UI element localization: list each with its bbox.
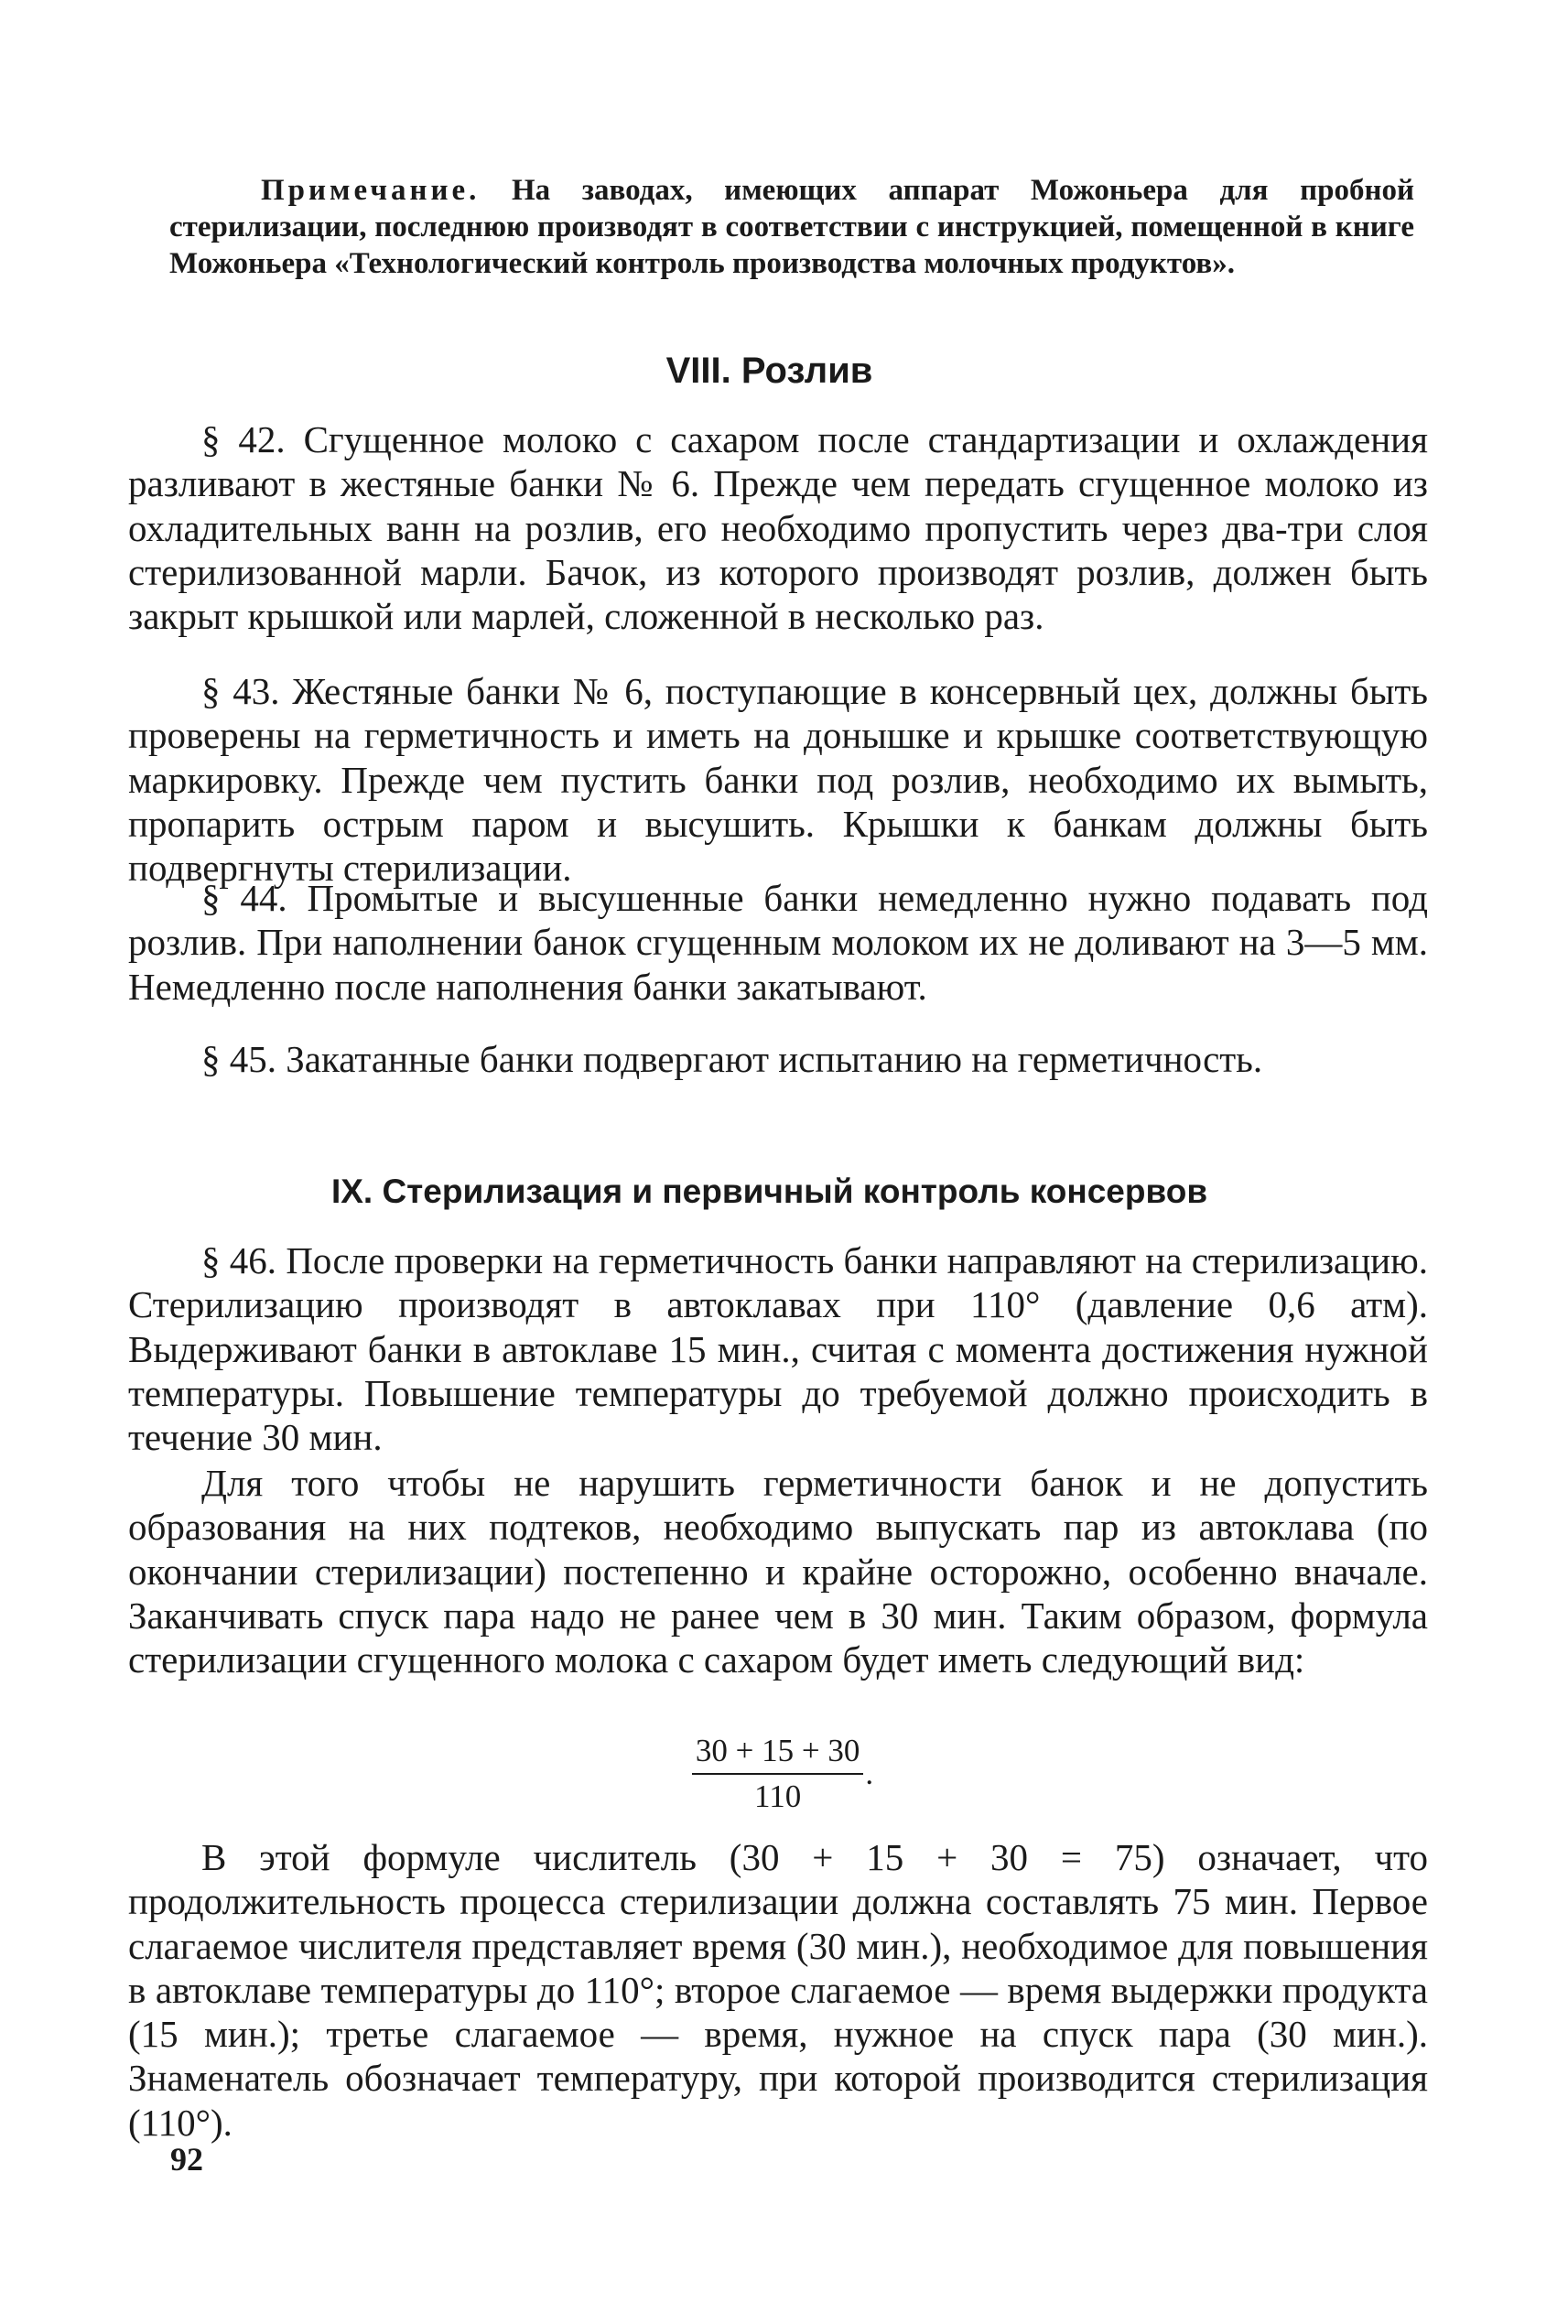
formula-numerator: 30 + 15 + 30 — [692, 1733, 863, 1775]
note-paragraph — [169, 172, 1414, 282]
formula-denominator: 110 — [754, 1778, 802, 1814]
paragraph-43: § 43. Жестяные банки № 6, поступающие в консервный цех, должны быть проверены на герметичность и иметь на донышке и крышке соответствующую маркировку. Прежде чем пустить банки под розлив, необходимо их вымыть, пропарить острым паром и высушить. Крышки к банкам должны быть подвергнуты стерилизации. — [128, 670, 1428, 890]
paragraph-44: § 44. Промытые и высушенные банки немедленно нужно подавать под розлив. При наполнении банок сгущенным молоком их не доливают на 3—5 мм. Немедленно после наполнения банки закатывают. — [128, 877, 1428, 1008]
note-text: На заводах, имеющих аппарат Можоньера для пробной стерилизации, последнюю производят в соответствии с инструкцией, помещенной в книге Можоньера «Технологический контроль производства молочных продуктов». — [169, 174, 1414, 280]
section-heading-ix: IX. Стерилизация и первичный контроль консервов — [330, 1173, 1208, 1210]
formula-fraction — [692, 1733, 863, 1815]
paragraph-formula-explanation: В этой формуле числитель (30 + 15 + 30 = 75) означает, что продолжительность процесса стерилизации должна составлять 75 мин. Первое слагаемое числителя представляет время (30 мин.), необходимое для повышения в автоклаве температуры до 110°; второе слагаемое — время выдержки продукта (15 мин.); третье слагаемое — время, нужное на спуск пара (30 мин.). Знаменатель обозначает температуру, при которой производится стерилизация (110°). — [128, 1836, 1428, 2144]
paragraph-42: § 42. Сгущенное молоко с сахаром после стандартизации и охлаждения разливают в жестяные банки № 6. Прежде чем передать сгущенное молоко из охладительных ванн на розлив, его необходимо пропустить через два-три слоя стерилизованной марли. Бачок, из которого производят розлив, должен быть закрыт крышкой или марлей, сложенной в несколько раз. — [128, 418, 1428, 638]
formula-period: . — [865, 1756, 874, 1791]
page-number: 92 — [170, 2141, 203, 2178]
paragraph-46: § 46. После проверки на герметичность банки направляют на стерилизацию. Стерилизацию производят в автоклавах при 110° (давление 0,6 атм). Выдерживают банки в автоклаве 15 мин., считая с момента достижения нужной температуры. Повышение температуры до требуемой должно происходить в течение 30 мин. — [128, 1239, 1428, 1459]
sterilization-formula — [673, 1733, 892, 1815]
paragraph-46-continued: Для того чтобы не нарушить герметичности банок и не допустить образования на них подтеков, необходимо выпускать пар из автоклава (по окончании стерилизации) постепенно и крайне осторожно, особенно вначале. Заканчивать спуск пара надо не ранее чем в 30 мин. Таким образом, формула стерилизации сгущенного молока с сахаром будет иметь следующий вид: — [128, 1462, 1428, 1681]
paragraph-45: § 45. Закатанные банки подвергают испытанию на герметичность. — [201, 1038, 1263, 1080]
note-label: Примечание. — [261, 174, 481, 207]
section-heading-viii: VIII. Розлив — [665, 351, 873, 391]
